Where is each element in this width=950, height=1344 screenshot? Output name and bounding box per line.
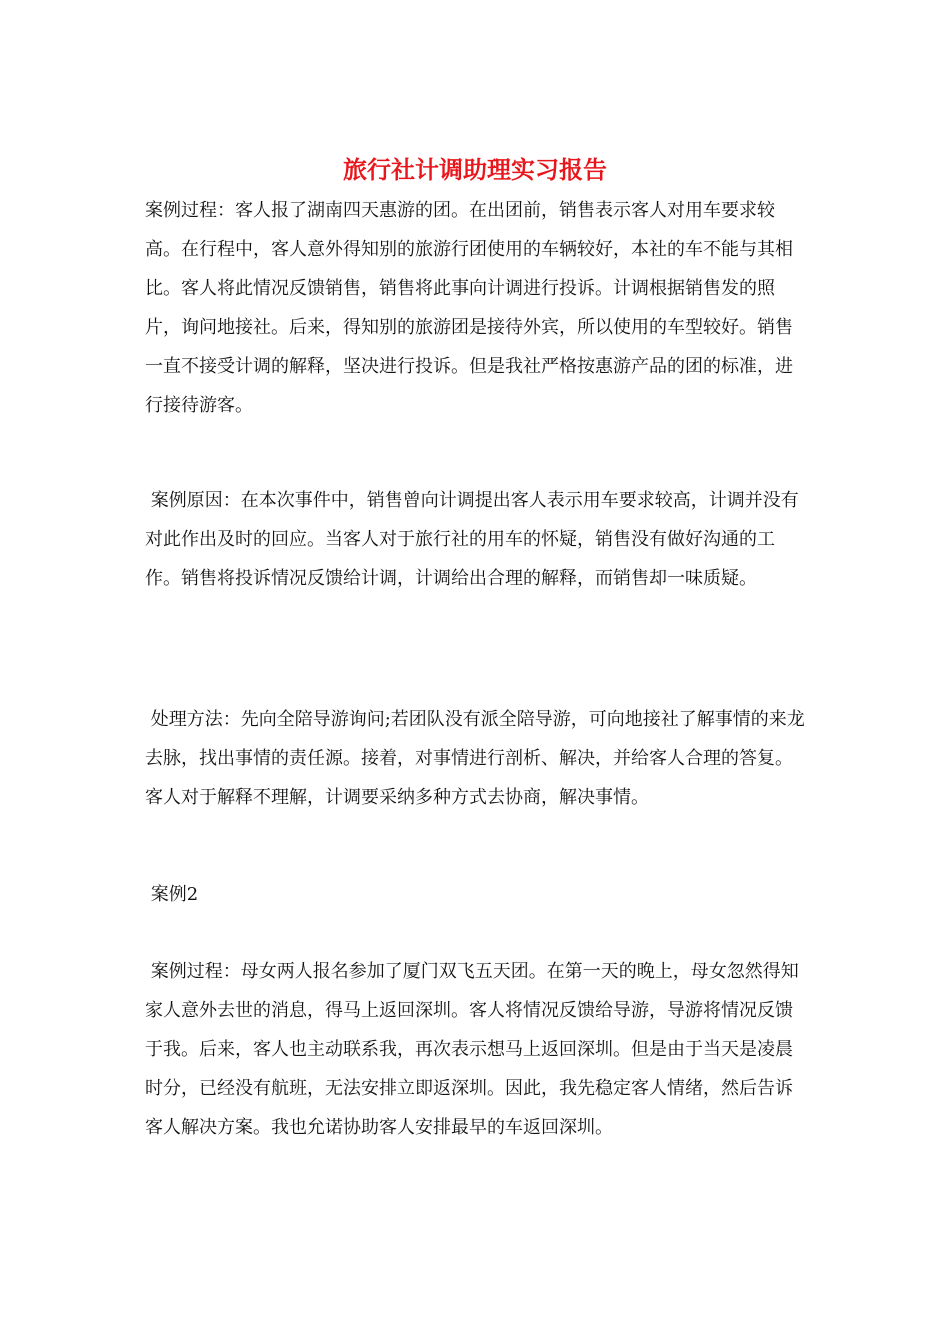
paragraph-case1-cause: 案例原因：在本次事件中，销售曾向计调提出客人表示用车要求较高，计调并没有对此作出及时的回应。当客人对于旅行社的用车的怀疑，销售没有做好沟通的工作。销售将投诉情况反馈给计调，计调给出合理的解释，而销售却一味质疑。 bbox=[145, 490, 799, 589]
paragraph-case2-heading: 案例2 bbox=[145, 884, 199, 905]
paragraph-case2-process: 案例过程：母女两人报名参加了厦门双飞五天团。在第一天的晚上，母女忽然得知家人意外去世的消息，得马上返回深圳。客人将情况反馈给导游，导游将情况反馈于我。后来，客人也主动联系我，再次表示想马上返回深圳。但是由于当天是凌晨时分，已经没有航班，无法安排立即返深圳。因此，我先稳定客人情绪，然后告诉客人解决方案。我也允诺协助客人安排最早的车返回深圳。 bbox=[145, 961, 799, 1138]
paragraph-case1-process: 案例过程：客人报了湖南四天惠游的团。在出团前，销售表示客人对用车要求较高。在行程中，客人意外得知别的旅游行团使用的车辆较好，本社的车不能与其相比。客人将此情况反馈销售，销售将此事向计调进行投诉。计调根据销售发的照片，询问地接社。后来，得知别的旅游团是接待外宾，所以使用的车型较好。销售一直不接受计调的解释，坚决进行投诉。但是我社严格按惠游产品的团的标准，进行接待游客。 bbox=[145, 200, 793, 416]
document-title: 旅行社计调助理实习报告 bbox=[343, 155, 607, 184]
paragraph-case1-handling: 处理方法：先向全陪导游询问;若团队没有派全陪导游，可向地接社了解事情的来龙去脉，找出事情的责任源。接着，对事情进行剖析、解决，并给客人合理的答复。客人对于解释不理解，计调要采纳多种方式去协商，解决事情。 bbox=[145, 709, 805, 808]
